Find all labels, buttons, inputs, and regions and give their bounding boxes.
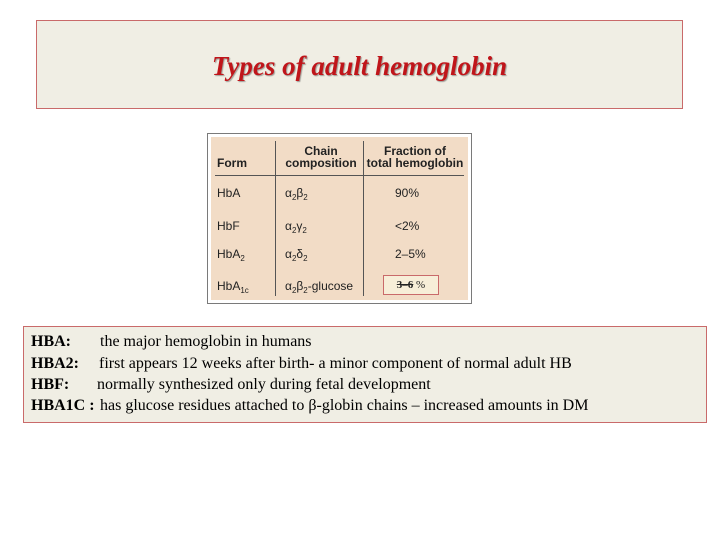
page-title: Types of adult hemoglobin (211, 51, 508, 81)
definition-term: HBA2: (31, 355, 79, 372)
row-form: HbF (217, 219, 240, 233)
header-fraction (363, 145, 467, 169)
row-form: HbA$_{1c}$ (217, 279, 249, 295)
title-box (36, 20, 683, 109)
header-fraction-line1: Fraction of (384, 144, 446, 158)
hemoglobin-table (207, 133, 472, 304)
row-chain: $\alpha_2\beta_2$-glucose (285, 279, 354, 295)
definition-text: first appears 12 weeks after birth- a minor component of normal adult HB (99, 355, 572, 372)
definition-text: has glucose residues attached to β-globin chains – increased amounts in DM (100, 397, 589, 414)
header-fraction-line2: total hemoglobin (366, 156, 464, 170)
row-fraction: <2% (395, 219, 420, 233)
definition-term: HBA1C : (31, 397, 95, 414)
row-chain: $\alpha_2\gamma_2$ (285, 219, 307, 235)
badge-unit: % (416, 279, 426, 291)
header-form: Form (217, 156, 247, 170)
definition-text: the major hemoglobin in humans (100, 333, 312, 350)
header-chain-line1: Chain (304, 144, 338, 158)
header-chain (279, 145, 363, 169)
row-form: HbA (217, 186, 241, 200)
header-chain-line2: composition (285, 156, 357, 170)
row-chain: $\alpha_2\beta_2$ (285, 186, 308, 202)
row-form: HbA$_2$ (217, 247, 245, 263)
column-divider (363, 141, 364, 296)
badge-number: 3–6 (396, 279, 414, 291)
table-body (211, 137, 468, 300)
definition-term: HBF: (31, 376, 70, 393)
header-divider (215, 175, 464, 176)
definition-text: normally synthesized only during fetal development (97, 376, 431, 393)
row-fraction: 2–5% (395, 247, 426, 261)
definitions-box (23, 326, 707, 423)
definition-term: HBA: (31, 333, 71, 350)
column-divider (275, 141, 276, 296)
fraction-badge (383, 275, 439, 295)
row-chain: $\alpha_2\delta_2$ (285, 247, 308, 263)
row-fraction: 90% (395, 186, 420, 200)
